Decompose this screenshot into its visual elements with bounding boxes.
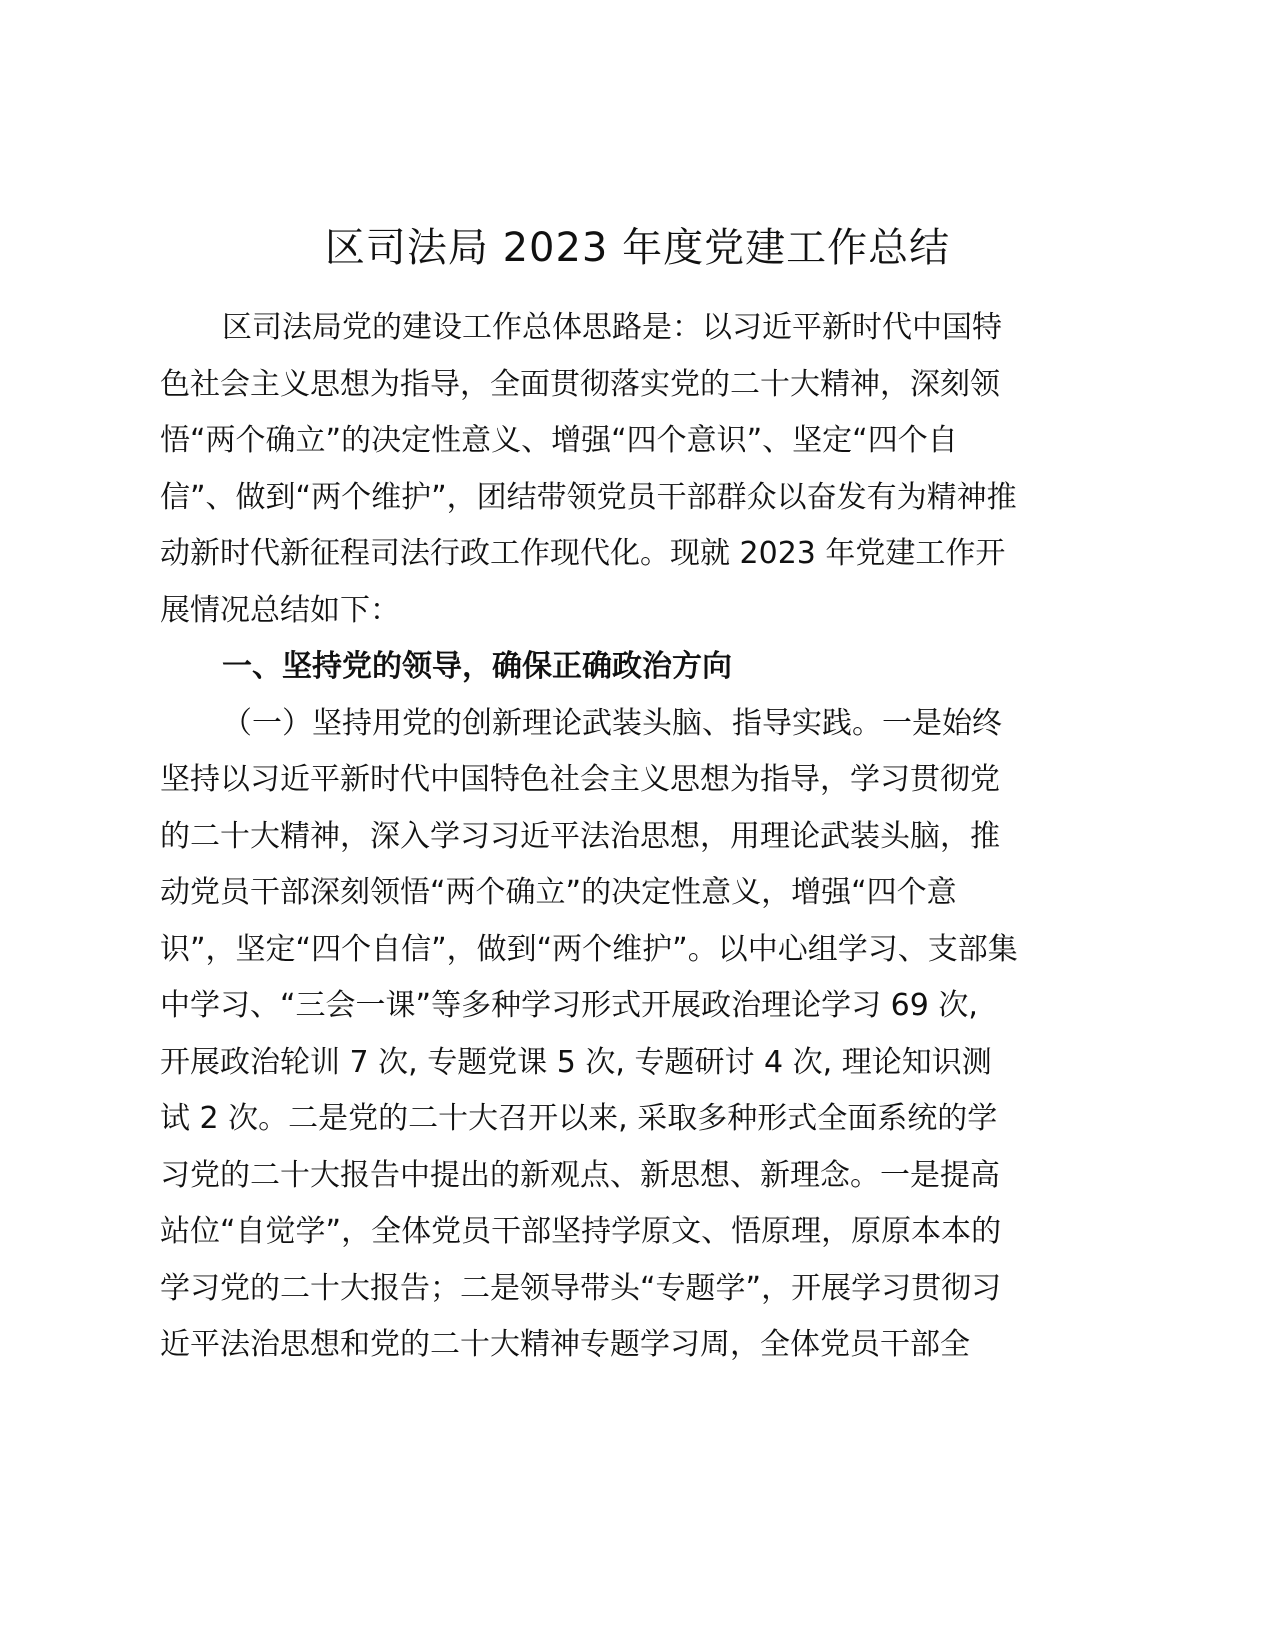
paragraph-line: （一）坚持用党的创新理论武装头脑、指导实践。一是始终 (222, 705, 1002, 741)
section-heading: 一、坚持党的领导，确保正确政治方向 (222, 649, 732, 684)
paragraph-line: 近平法治思想和党的二十大精神专题学习周，全体党员干部全 (160, 1327, 970, 1362)
paragraph-line: 坚持以习近平新时代中国特色社会主义思想为指导，学习贯彻党 (160, 762, 1000, 797)
paragraph-line: 色社会主义思想为指导，全面贯彻落实党的二十大精神，深刻领 (160, 366, 1000, 402)
paragraph-line: 动新时代新征程司法行政工作现代化。现就 2023 年党建工作开 (160, 536, 1006, 571)
paragraph-line: 试 2 次。二是党的二十大召开以来, 采取多种形式全面系统的学 (160, 1101, 998, 1136)
paragraph-line: 中学习、“三会一课”等多种学习形式开展政治理论学习 69 次, (160, 988, 978, 1023)
paragraph-line: 站位“自觉学”，全体党员干部坚持学原文、悟原理，原原本本的 (160, 1214, 1002, 1249)
document-title: 区司法局 2023 年度党建工作总结 (324, 225, 951, 271)
paragraph-line: 的二十大精神，深入学习习近平法治思想，用理论武装头脑，推 (160, 818, 1000, 854)
paragraph-line: 动党员干部深刻领悟“两个确立”的决定性意义，增强“四个意 (160, 875, 957, 910)
paragraph-line: 信”、做到“两个维护”，团结带领党员干部群众以奋发有为精神推 (160, 479, 1017, 515)
paragraph-line: 识”，坚定“四个自信”，做到“两个维护”。以中心组学习、支部集 (160, 931, 1018, 967)
document-body (160, 300, 1100, 1374)
paragraph-line: 悟“两个确立”的决定性意义、增强“四个意识”、坚定“四个自 (160, 423, 958, 458)
paragraph-line: 开展政治轮训 7 次, 专题党课 5 次, 专题研讨 4 次, 理论知识测 (160, 1044, 992, 1080)
paragraph-line: 区司法局党的建设工作总体思路是：以习近平新时代中国特 (222, 310, 1002, 345)
paragraph-line: 学习党的二十大报告；二是领导带头“专题学”，开展学习贯彻习 (160, 1270, 1002, 1306)
paragraph-line: 展情况总结如下： (160, 592, 400, 628)
paragraph-line: 习党的二十大报告中提出的新观点、新思想、新理念。一是提高 (160, 1157, 1000, 1193)
